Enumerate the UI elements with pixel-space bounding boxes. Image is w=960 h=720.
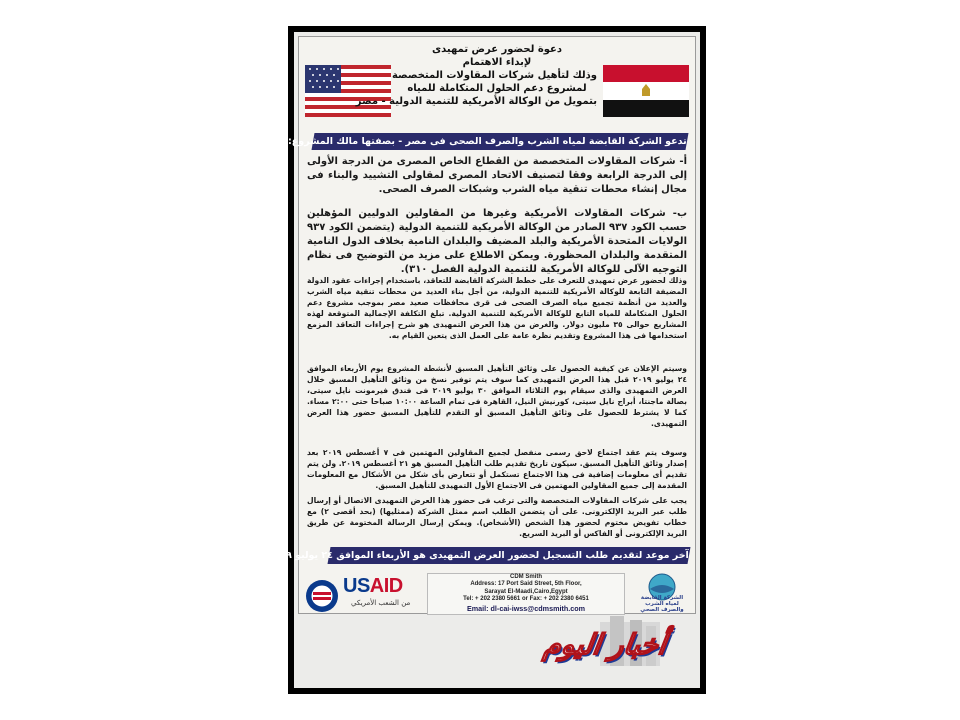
invitation-banner xyxy=(288,133,689,150)
heading-line: بتمويل من الوكالة الأمريكية للتنمية الدولية - مصر xyxy=(355,96,597,107)
usaid-logo xyxy=(305,575,423,613)
deadline-banner-text: آخر موعد لتقديم طلب التسجيل لحضور العرض التمهيدى هو الأربعاء الموافق ٢٤ يوليو ٢٠١٩. xyxy=(265,550,689,561)
hcww-label: الشركة القابضة لمياه الشرب والصرف الصحي xyxy=(640,595,684,613)
heading-line: لإبداء الاهتمام xyxy=(462,57,532,68)
usaid-seal-icon xyxy=(305,579,339,613)
usaid-wordmark-us: US xyxy=(343,575,370,597)
usaid-tagline: من الشعب الأمريكي xyxy=(351,599,411,607)
clipping-frame xyxy=(265,26,706,694)
ad-heading xyxy=(355,43,597,108)
paragraph-presentation: وذلك لحضور عرض تمهيدى للتعرف على خطط الشركة القابضة للتعاقد، باستخدام إجراءات عقود الدولة المضيفة التابعة للوكالة الأمريكية للتنمية الدولية، من أجل بناء العديد من محطات تنقية مياه الشرب والعديد من أنظمة تجميع مياه الصرف الصحى فى قرى محافظات صعيد مصر بموجب مشروع دعم الحلول المتكاملة للمياه التابع للوكالة الأمريكية للتنمية الدولية. تبلغ التكلفة الإجمالية المتوقعة لهذه المشاريع حوالى ٣٥ مليون دولار. والغرض من هذا العرض التمهيدى هو شرح إجراءات التعاقد المزمع استخدامها فى هذا المشروع وتقديم نظرة عامة على العمل الذى يتعين القيام به. xyxy=(307,276,687,340)
advertisement xyxy=(265,36,696,614)
deadline-banner xyxy=(265,547,691,564)
contact-box xyxy=(427,573,625,615)
newspaper-masthead xyxy=(540,616,674,674)
heading-line: لمشروع دعم الحلول المتكاملة للمياه xyxy=(407,83,587,94)
heading-line: وذلك لتأهيل شركات المقاولات المتخصصة xyxy=(391,70,597,81)
cdm-company: CDM Smith xyxy=(510,574,542,580)
usaid-wordmark xyxy=(343,575,403,598)
egypt-flag-icon xyxy=(603,65,689,117)
paragraph-meeting: وسوف يتم عقد اجتماع لاحق رسمى منفصل لجميع المقاولين المهتمين فى ٧ أغسطس ٢٠١٩ بعد إصدار وثائق التأهيل المسبق. سيكون تاريخ تقديم طلب التأهيل المسبق هو ٢١ أغسطس ٢٠١٩. ولن يتم تقديم أى معلومات إضافية فى هذا الاجتماع تستكمل أو تتعارض بأى شكل من الأشكال مع المعلومات المقدمة إلى جميع المقاولين المهتمين فى الاجتماع الأول التمهيدى للتأهيل المسبق. xyxy=(307,448,688,490)
cdm-city: Sarayat El-Maadi,Cairo,Egypt xyxy=(484,588,568,595)
paragraph-documents: وسيتم الإعلان عن كيفية الحصول على وثائق التأهيل المسبق لأنشطة المشروع يوم الأربعاء الموافق ٢٤ يوليو ٢٠١٩ قبل هذا العرض التمهيدى كما سوف يتم توفير نسخ من وثائق التأهيل المسبق خلال العرض التمهيدى والذى سيقام يوم الثلاثاء الموافق ٣٠ يوليو ٢٠١٩ فى فندق فيرمونت نايل سيتى، بصالة ماجنتا، أبراج نايل سيتى، كورنيش النيل، القاهرة فى تمام الساعة ١٠:٠٠ صباحا حتى ٢:٠٠ مساء. كما لا يشترط للحصول على وثائق التأهيل المسبق أو التقدم للتأهيل المسبق حضور هذا العرض التمهيدى. xyxy=(307,364,687,428)
hcww-logo xyxy=(635,573,689,615)
paragraph-b: ب- شركات المقاولات الأمريكية وغيرها من المقاولين الدوليين المؤهلين حسب الكود ٩٣٧ الصادر من الوكالة الأمريكية للتنمية الدولية (يتضمن الكود ٩٣٧ الولايات المتحدة الأمريكية والبلد المضيف والبلدان النامية بخلاف الدول النامية المتقدمة والبلدان المحظورة. ويمكن الاطلاع على مزيد من التوضيح فى نظام التوجيه الآلى للوكالة الأمريكية للتنمية الدولية الفصل ٣١٠). xyxy=(307,208,687,275)
paragraph-contact: يجب على شركات المقاولات المتخصصة والتى ترغب فى حضور هذا العرض التمهيدى الاتصال أو إرسال طلب عبر البريد الإلكترونى. على أن يتضمن الطلب اسم ممثل الشركة (ممثليها) (بحد أقصى ٢) مع خطاب تفويض مختوم لحضور هذا الشخص (الأشخاص). ويمكن إرسال الرسالة المختومة عن طريق البريد الإلكترونى أو الفاكس أو البريد السريع. xyxy=(307,496,687,538)
ad-footer xyxy=(299,573,695,615)
cdm-email: Email: dl-cai-iwss@cdmsmith.com xyxy=(466,603,586,613)
heading-line: دعوة لحضور عرض تمهيدى xyxy=(431,44,562,55)
newspaper-clipping xyxy=(265,32,700,688)
us-flag-icon xyxy=(305,65,391,117)
paragraph-a: أ- شركات المقاولات المتخصصة من القطاع الخاص المصرى من الدرجة الأولى إلى الدرجة الرابعة وفقا لتصنيف الاتحاد المصرى لمقاولى التشييد والبناء فى مجال إنشاء محطات تنقية مياه الشرب وشبكات الصرف الصحى. xyxy=(307,156,687,195)
usaid-wordmark-aid: AID xyxy=(369,575,403,597)
cdm-phone: Tel: + 202 2380 5661 or Fax: + 202 2380 6451 xyxy=(463,596,589,603)
newspaper-name: أخبار اليوم xyxy=(541,628,669,661)
invitation-banner-text: تدعو الشركة القابضة لمياه الشرب والصرف الصحى فى مصر - بصفتها مالك المشروع: xyxy=(288,136,687,147)
cdm-address: Address: 17 Port Said Street, 5th Floor, xyxy=(470,581,582,588)
